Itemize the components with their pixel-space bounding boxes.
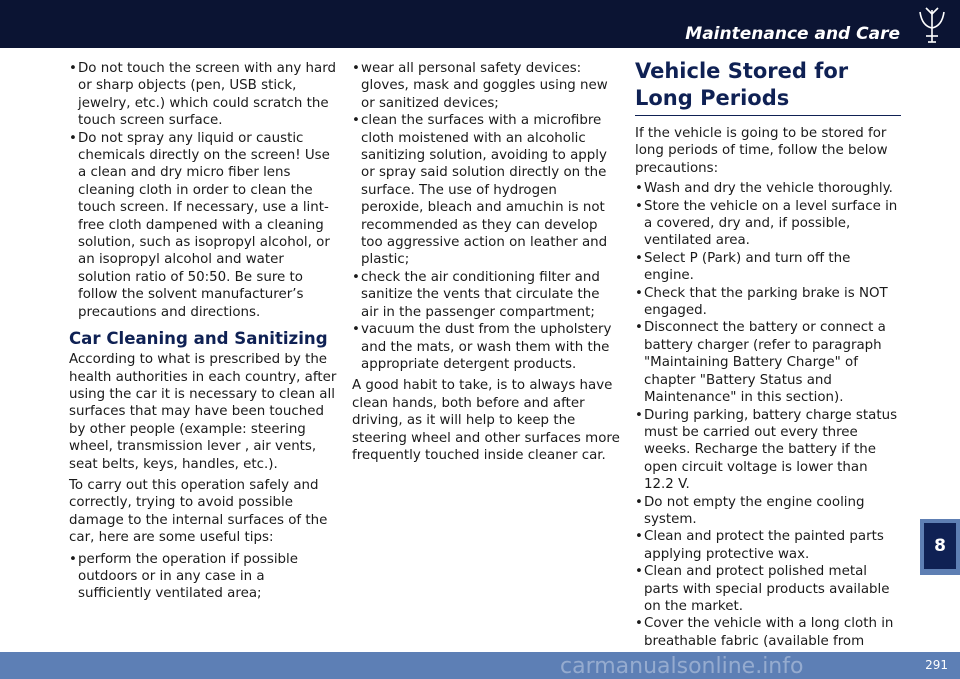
column-3 — [635, 58, 901, 650]
list-item: • wear all personal safety devices: gloves, mask and goggles using new or sanitized devices; — [352, 60, 620, 112]
list-item: • Do not empty the engine cooling system. — [635, 494, 901, 529]
page-number: 291 — [925, 658, 948, 672]
list-item: • Clean and protect the painted parts applying protective wax. — [635, 528, 901, 563]
list-item: • Clean and protect polished metal parts with special products available on the market. — [635, 563, 901, 615]
section-title: Maintenance and Care — [685, 24, 900, 44]
list-item: • perform the operation if possible outdoors or in any case in a sufficiently ventilated area; — [69, 551, 337, 603]
list-item: • Cover the vehicle with a long cloth in breathable fabric (available from — [635, 615, 901, 650]
list-item: • Disconnect the battery or connect a battery charger (refer to paragraph "Maintaining Battery Charge" of chapter "Battery Status and Maintenance" in this section). — [635, 319, 901, 406]
list-item: • clean the surfaces with a microfibre cloth moistened with an alcoholic sanitizing solution, avoiding to apply or spray said solution directly on the surface. The use of hydrogen peroxide, bleach and amuchin is not recommended as they can develop too aggressive action on leather and plastic; — [352, 112, 620, 269]
list-item: • Store the vehicle on a level surface in a covered, dry and, if possible, ventilated area. — [635, 198, 901, 250]
list-item: • During parking, battery charge status must be carried out every three weeks. Recharge the battery if the open circuit voltage is lower than 12.2 V. — [635, 407, 901, 494]
column-1 — [69, 60, 337, 603]
paragraph: A good habit to take, is to always have clean hands, both before and after driving, as it will help to keep the steering wheel and other surfaces more frequently touched inside cleaner car. — [352, 378, 620, 463]
list-item: • Wash and dry the vehicle thoroughly. — [635, 180, 901, 197]
page-header — [0, 0, 960, 48]
list-item: • Select P (Park) and turn off the engine. — [635, 250, 901, 285]
chapter-number: 8 — [924, 523, 956, 569]
trident-icon — [914, 6, 950, 46]
chapter-tab[interactable] — [920, 519, 960, 575]
paragraph: According to what is prescribed by the health authorities in each country, after using the car it is necessary to clean all surfaces that may have been touched by other people (example: steering wheel, transmission lever , air vents, seat belts, keys, handles, etc.). — [69, 352, 337, 472]
section-heading: Car Cleaning and Sanitizing — [69, 329, 328, 349]
watermark: carmanualsonline.info — [560, 654, 804, 679]
list-item: • Do not touch the screen with any hard or sharp objects (pen, USB stick, jewelry, etc.) which could scratch the touch screen surface. — [69, 60, 337, 130]
list-item: • vacuum the dust from the upholstery and the mats, or wash them with the appropriate detergent products. — [352, 321, 620, 373]
list-item: • Do not spray any liquid or caustic chemicals directly on the screen! Use a clean and dry micro fiber lens cleaning cloth in order to clean the touch screen. If necessary, use a lint-free cloth dampened with a cleaning solution, such as isopropyl alcohol, or an isopropyl alcohol and water solution ratio of 50:50. Be sure to follow the solvent manufacturer’s precautions and directions. — [69, 130, 337, 321]
column-2 — [352, 60, 620, 464]
paragraph: To carry out this operation safely and correctly, trying to avoid possible damage to the internal surfaces of the car, here are some useful tips: — [69, 477, 328, 546]
list-item: • Check that the parking brake is NOT engaged. — [635, 285, 901, 320]
heading-rule — [635, 115, 901, 116]
paragraph: If the vehicle is going to be stored for long periods of time, follow the below precautions: — [635, 126, 888, 176]
page-footer — [0, 652, 960, 679]
list-item: • check the air conditioning filter and sanitize the vents that circulate the air in the passenger compartment; — [352, 269, 620, 321]
page-heading: Vehicle Stored for Long Periods — [635, 59, 849, 110]
